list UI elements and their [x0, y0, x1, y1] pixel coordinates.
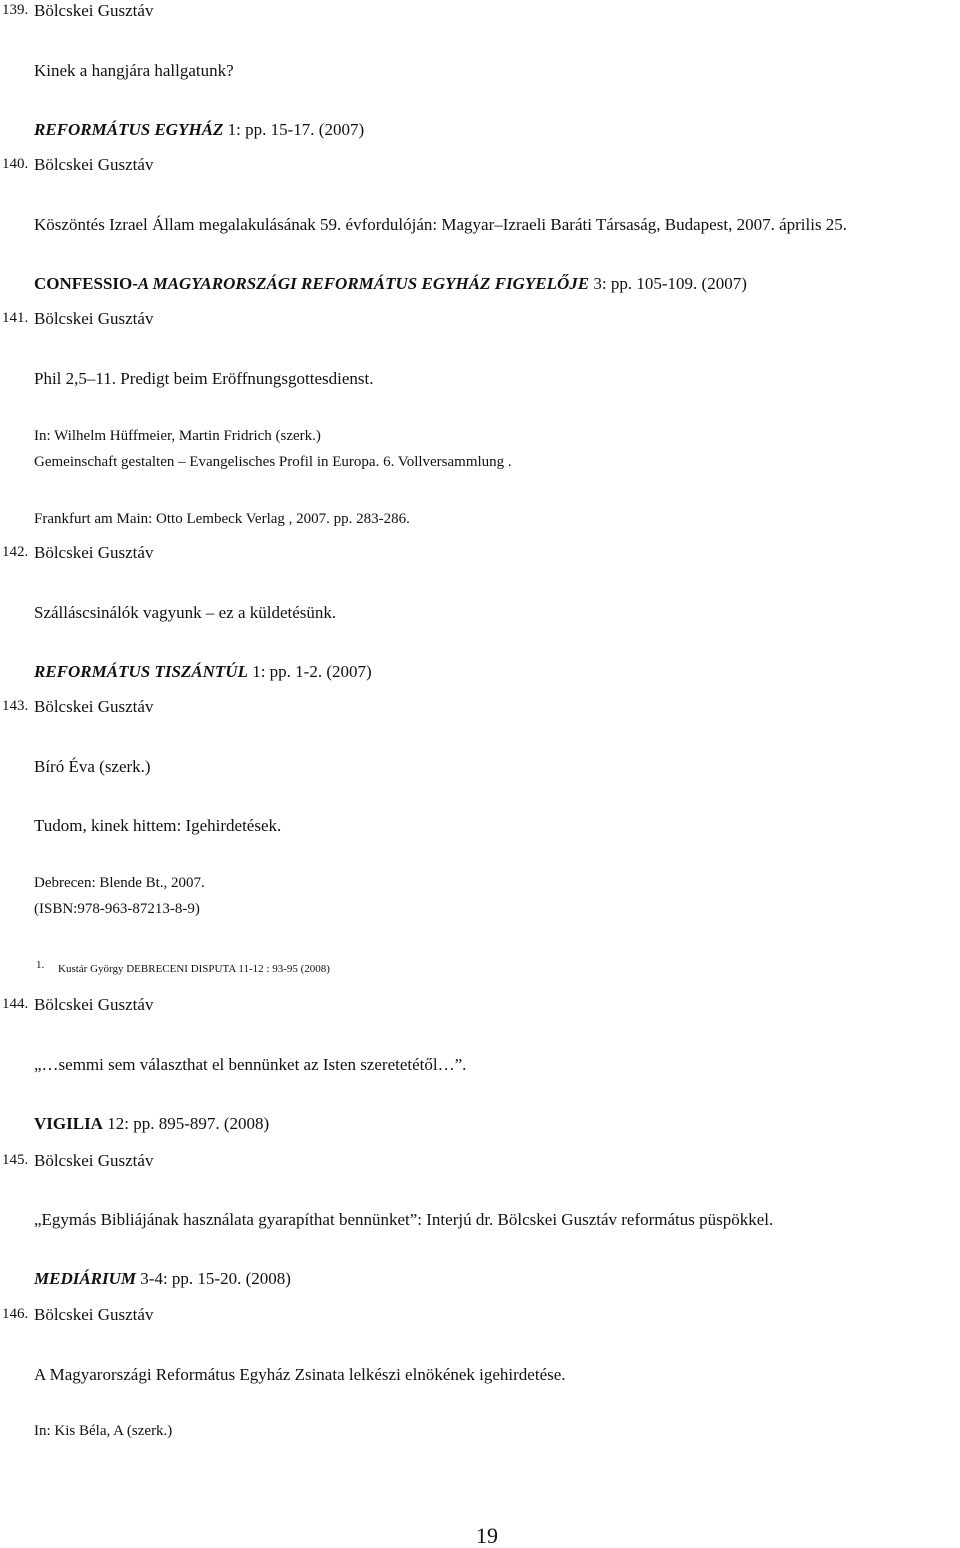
entry-in-line: In: Kis Béla, A (szerk.) [34, 1423, 173, 1439]
source-details: 12: pp. 895-897. (2008) [102, 1114, 270, 1133]
entry-title: Kinek a hangjára hallgatunk? [34, 61, 234, 80]
entry-in-line: In: Wilhelm Hüffmeier, Martin Fridrich (szerk.) [34, 428, 321, 444]
entry-title: „Egymás Bibliájának használata gyarapíthat bennünket”: Interjú dr. Bölcskei Gusztáv református püspökkel. [34, 1210, 774, 1229]
journal-name: REFORMÁTUS TISZÁNTÚL [34, 662, 248, 681]
source-details: 1: pp. 15-17. (2007) [223, 120, 365, 139]
entry-source [34, 1115, 269, 1132]
entry-author: Bölcskei Gusztáv [34, 1305, 154, 1324]
entry-title: Köszöntés Izrael Állam megalakulásának 59. évfordulóján: Magyar–Izraeli Baráti Társaság, Budapest, 2007. április 25. [34, 215, 848, 234]
entry-author: Bölcskei Gusztáv [34, 1151, 154, 1170]
source-details: 1: pp. 1-2. (2007) [247, 662, 372, 681]
entry-title: Phil 2,5–11. Predigt beim Eröffnungsgottesdienst. [34, 369, 374, 388]
journal-name: MEDIÁRIUM [34, 1269, 137, 1288]
source-details: 3-4: pp. 15-20. (2008) [136, 1269, 291, 1288]
entry-number: 145. [2, 1152, 29, 1168]
journal-name: A MAGYARORSZÁGI REFORMÁTUS EGYHÁZ FIGYELŐJE [137, 274, 590, 293]
entry-author: Bölcskei Gusztáv [34, 995, 154, 1014]
entry-author: Bölcskei Gusztáv [34, 309, 154, 328]
entry-editor: Bíró Éva (szerk.) [34, 757, 151, 776]
citation-number: 1. [36, 959, 45, 971]
entry-source [34, 275, 747, 292]
entry-author: Bölcskei Gusztáv [34, 1, 154, 20]
entry-title: „…semmi sem választhat el bennünket az Isten szeretetétől…”. [34, 1055, 467, 1074]
entry-source [34, 1270, 291, 1287]
entry-author: Bölcskei Gusztáv [34, 155, 154, 174]
entry-title: Szálláscsinálók vagyunk – ez a küldetésünk. [34, 603, 337, 622]
citation-text: Kustár György DEBRECENI DISPUTA 11-12 : 93-95 (2008) [58, 963, 330, 975]
entry-number: 141. [2, 310, 29, 326]
entry-publisher: Frankfurt am Main: Otto Lembeck Verlag , 2007. pp. 283-286. [34, 511, 410, 527]
entry-source [34, 121, 364, 138]
entry-title: A Magyarországi Református Egyház Zsinata lelkészi elnökének igehirdetése. [34, 1365, 566, 1384]
entry-number: 140. [2, 156, 29, 172]
entry-book-title: Gemeinschaft gestalten – Evangelisches Profil in Europa. 6. Vollversammlung . [34, 454, 512, 470]
entry-isbn: (ISBN:978-963-87213-8-9) [34, 901, 200, 917]
entry-source [34, 663, 372, 680]
entry-publisher: Debrecen: Blende Bt., 2007. [34, 875, 205, 891]
journal-name: REFORMÁTUS EGYHÁZ [34, 120, 224, 139]
entry-number: 143. [2, 698, 29, 714]
journal-name: VIGILIA [34, 1114, 103, 1133]
entry-author: Bölcskei Gusztáv [34, 697, 154, 716]
entry-number: 146. [2, 1306, 29, 1322]
entry-author: Bölcskei Gusztáv [34, 543, 154, 562]
entry-number: 139. [2, 2, 29, 18]
entry-title: Tudom, kinek hittem: Igehirdetések. [34, 816, 282, 835]
entry-number: 144. [2, 996, 29, 1012]
source-details: 3: pp. 105-109. (2007) [589, 274, 747, 293]
journal-name-prefix: CONFESSIO- [34, 274, 138, 293]
page-number: 19 [476, 1523, 498, 1548]
entry-number: 142. [2, 544, 29, 560]
